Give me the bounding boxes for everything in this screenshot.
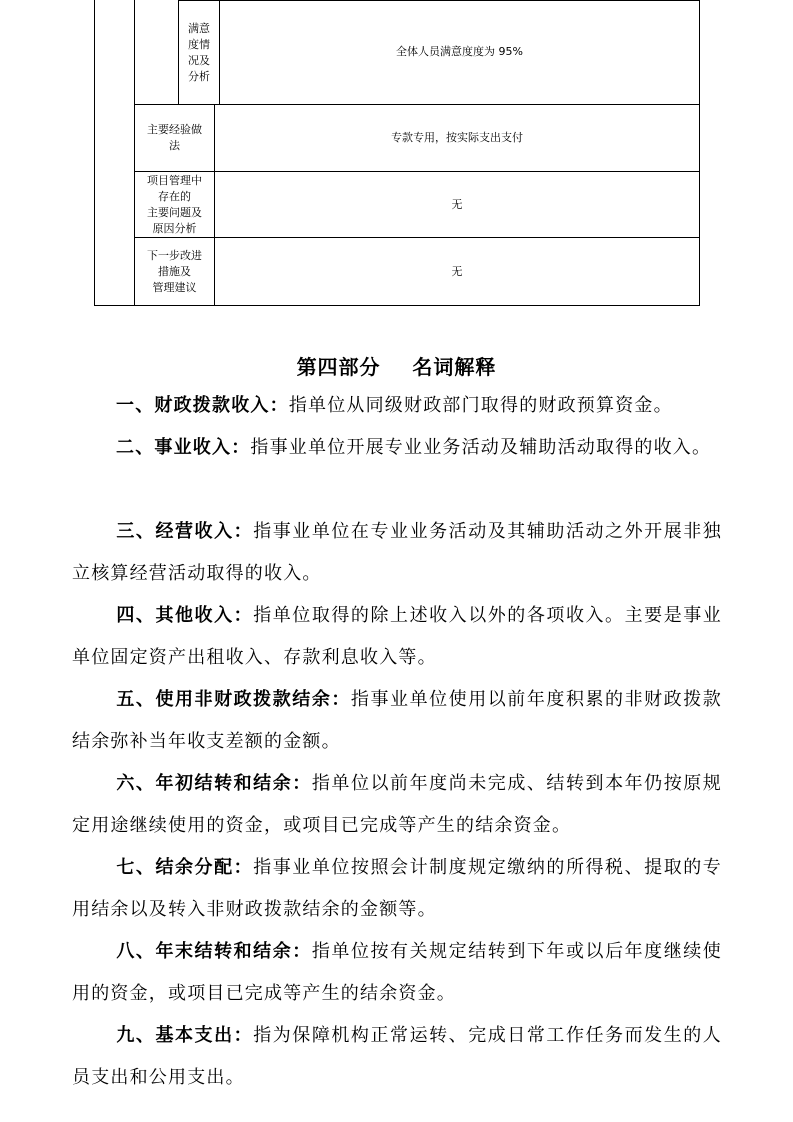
definition-item (72, 511, 722, 595)
table-rule (94, 305, 699, 306)
performance-table (0, 0, 793, 310)
experience-label (135, 105, 214, 171)
label-line: 管理建议 (152, 280, 197, 294)
definition-term: 八、年末结转和结余： (116, 941, 312, 962)
label-line: 措施及 (158, 264, 191, 278)
definition-term: 五、使用非财政拨款结余： (116, 689, 351, 710)
definition-term: 七、结余分配： (116, 857, 254, 878)
table-rule (699, 0, 700, 306)
next-steps-label (135, 238, 214, 305)
label-line: 主要问题及 (147, 205, 202, 219)
label-line: 原因分析 (152, 221, 197, 235)
definition-text: 指单位取得的除上述收入以外的各项收入。主要是事业单位固定资产出租收入、存款利息收入等。 (72, 605, 722, 668)
label-line: 存在的 (158, 189, 191, 203)
label-line: 项目管理中 (147, 173, 202, 187)
definition-item (72, 679, 722, 763)
definition-item (72, 385, 722, 427)
label-line: 分析 (188, 70, 210, 83)
label-line: 满意 (188, 22, 210, 35)
label-line: 度情 (188, 38, 210, 51)
label-line: 况及 (188, 54, 210, 67)
definition-term: 九、基本支出： (116, 1025, 254, 1046)
definition-text: 指事业单位按照会计制度规定缴纳的所得税、提取的专用结余以及转入非财政拨款结余的金额等。 (72, 857, 722, 920)
label-line: 主要经验做 (147, 123, 202, 136)
definition-text: 指单位从同级财政部门取得的财政预算资金。 (288, 395, 673, 416)
table-rule (94, 0, 95, 306)
definition-item (72, 763, 722, 847)
label-line: 法 (169, 139, 180, 152)
definition-item (72, 427, 722, 469)
definition-text: 指事业单位在专业业务活动及其辅助活动之外开展非独立核算经营活动取得的收入。 (72, 521, 722, 584)
satisfaction-label (179, 18, 219, 88)
definition-term: 一、财政拨款收入： (116, 395, 289, 416)
definition-text: 指单位按有关规定结转到下年或以后年度继续使用的资金，或项目已完成等产生的结余资金。 (72, 941, 723, 1004)
definition-text: 指事业单位开展专业业务活动及辅助活动取得的收入。 (250, 437, 712, 458)
definition-item (72, 931, 722, 1015)
label-line: 下一步改进 (147, 248, 202, 262)
definition-term: 三、经营收入： (116, 521, 254, 542)
definition-term: 六、年初结转和结余： (116, 773, 312, 794)
definition-term: 二、事业收入： (116, 437, 251, 458)
experience-value: 专款专用，按实际支出支付 (391, 131, 523, 144)
section-title: 第四部分 名词解释 (296, 355, 497, 379)
definition-item (72, 1015, 722, 1099)
definition-text: 指为保障机构正常运转、完成日常工作任务而发生的人员支出和公用支出。 (72, 1025, 722, 1088)
next-steps-value: 无 (451, 264, 463, 278)
definition-item (72, 595, 722, 679)
definition-text: 指单位以前年度尚未完成、结转到本年仍按原规定用途继续使用的资金，或项目已完成等产生的结余资金。 (72, 773, 723, 836)
definition-term: 四、其他收入： (116, 605, 254, 626)
problems-label (135, 172, 214, 237)
definition-item (72, 847, 722, 931)
satisfaction-value: 全体人员满意度度为 95% (396, 45, 523, 58)
definition-text: 指事业单位使用以前年度积累的非财政拨款结余弥补当年收支差额的金额。 (72, 689, 722, 752)
problems-value: 无 (451, 197, 463, 211)
